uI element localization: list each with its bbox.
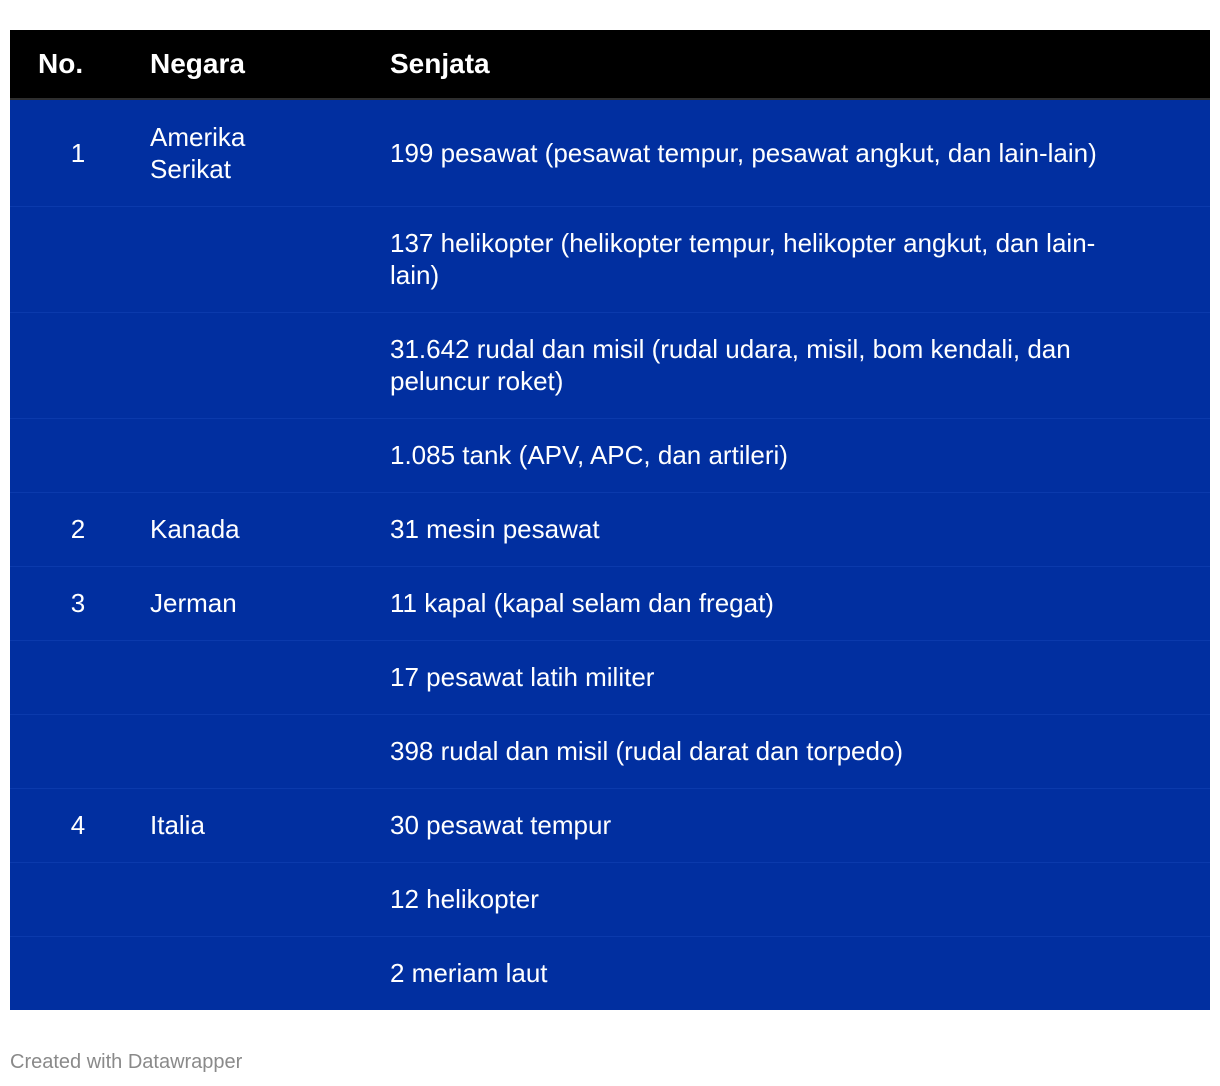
weapon-description: 31 mesin pesawat <box>390 514 600 544</box>
country-name: Italia <box>150 810 205 840</box>
table-row <box>10 492 1210 566</box>
row-number: 2 <box>70 514 86 544</box>
table-row <box>10 936 1210 1010</box>
weapons-table <box>10 30 1210 1010</box>
table-row <box>10 566 1210 640</box>
weapon-description: 30 pesawat tempur <box>390 810 612 840</box>
weapon-description: 11 kapal (kapal selam dan fregat) <box>390 588 774 618</box>
country-name: Kanada <box>150 514 240 544</box>
table-row <box>10 714 1210 788</box>
table-row <box>10 206 1210 312</box>
weapon-description: 1.085 tank (APV, APC, dan artileri) <box>390 440 788 470</box>
weapon-description: 398 rudal dan misil (rudal darat dan torpedo) <box>390 736 904 766</box>
table-row <box>10 312 1210 418</box>
country-name: Amerika Serikat <box>150 122 246 184</box>
weapon-description: 137 helikopter (helikopter tempur, helikopter angkut, dan lain-lain) <box>390 228 1096 290</box>
table-row <box>10 788 1210 862</box>
header-no: No. <box>38 48 84 79</box>
weapon-description: 2 meriam laut <box>390 958 548 988</box>
table-row <box>10 418 1210 492</box>
table-row <box>10 100 1210 206</box>
table-header <box>10 30 1210 100</box>
table-row <box>10 640 1210 714</box>
table-row <box>10 862 1210 936</box>
row-number: 4 <box>70 810 86 840</box>
weapon-description: 12 helikopter <box>390 884 539 914</box>
weapon-description: 31.642 rudal dan misil (rudal udara, misil, bom kendali, dan peluncur roket) <box>390 334 1071 396</box>
country-name: Jerman <box>150 588 237 618</box>
row-number: 1 <box>70 138 86 168</box>
header-negara: Negara <box>150 48 245 79</box>
header-senjata: Senjata <box>390 48 490 79</box>
datawrapper-credit-link[interactable]: Created with Datawrapper <box>10 1051 243 1073</box>
weapon-description: 199 pesawat (pesawat tempur, pesawat angkut, dan lain-lain) <box>390 138 1097 168</box>
row-number: 3 <box>70 588 86 618</box>
weapon-description: 17 pesawat latih militer <box>390 662 655 692</box>
